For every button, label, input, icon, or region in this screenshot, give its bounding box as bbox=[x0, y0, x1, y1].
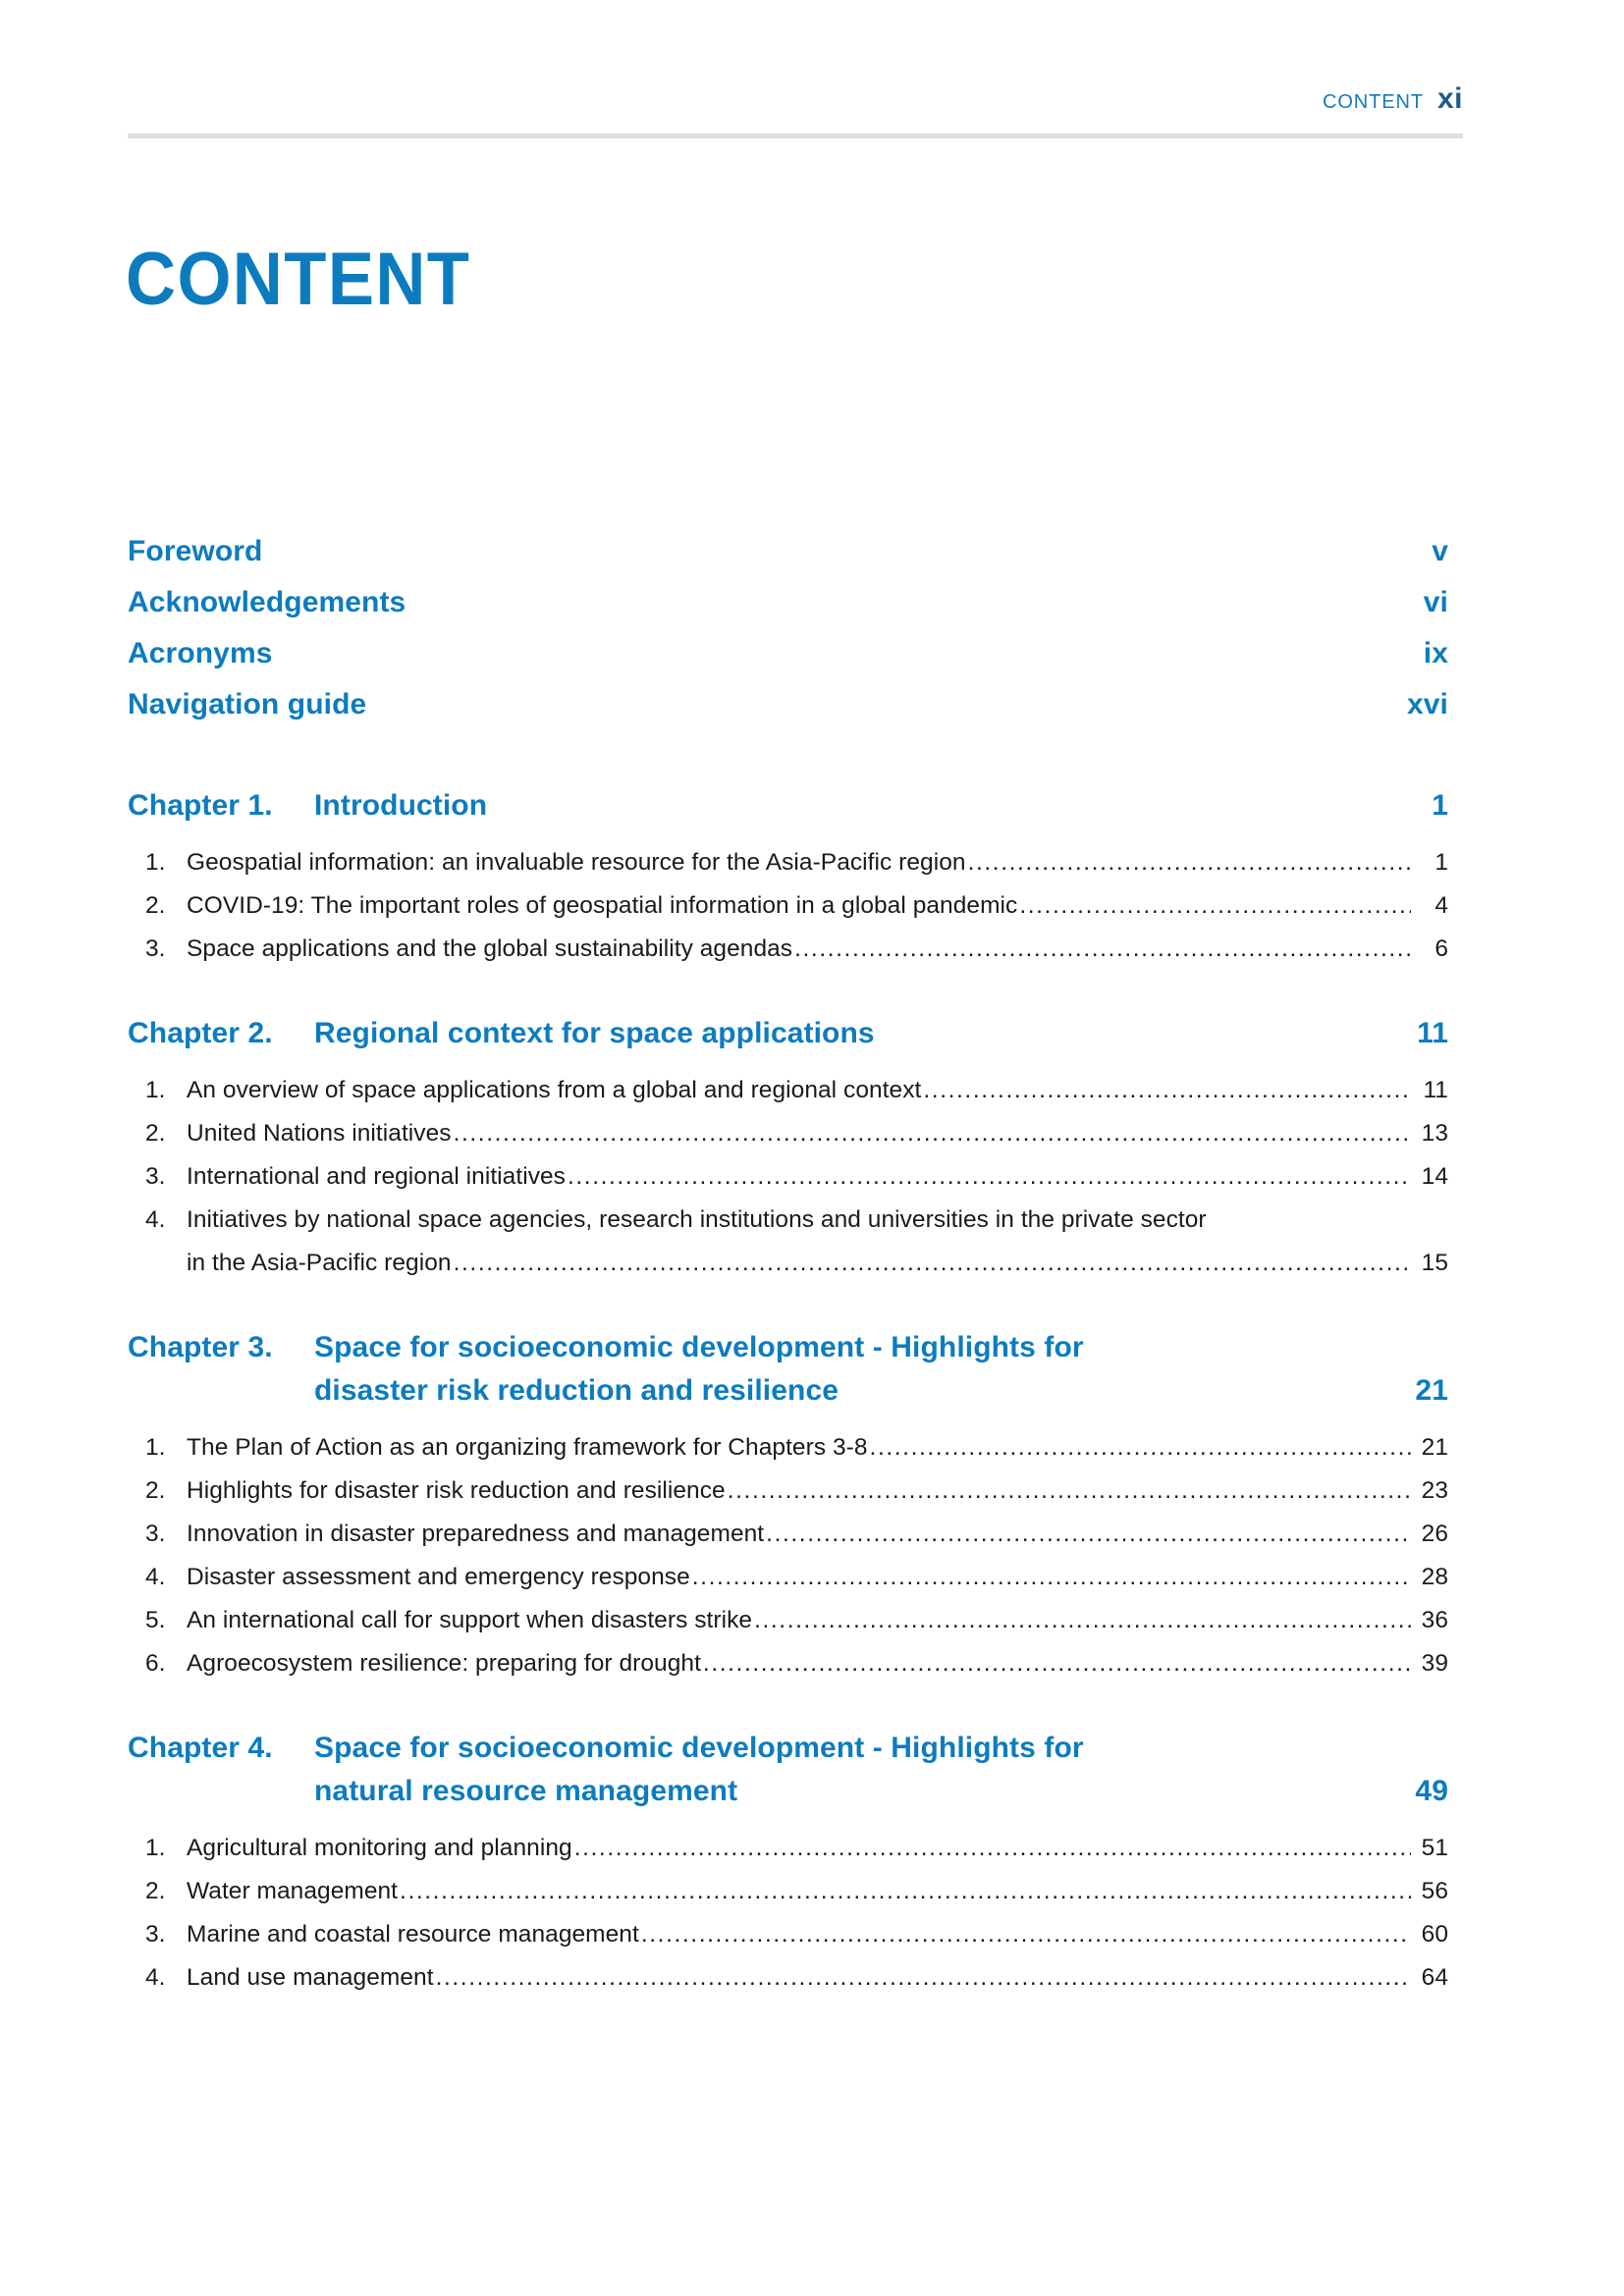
toc-entry-page-number: 6 bbox=[1435, 935, 1448, 962]
chapter-title-line bbox=[314, 784, 1448, 828]
toc-entry-line bbox=[187, 1242, 1448, 1285]
toc-entry-line bbox=[187, 841, 1448, 884]
toc-entry-page-number: 56 bbox=[1421, 1878, 1448, 1904]
front-matter-page-number: xvi bbox=[1406, 688, 1448, 721]
toc-entry-text: An international call for support when disasters strike bbox=[187, 1607, 753, 1633]
toc-entry-page-number: 1 bbox=[1435, 849, 1448, 876]
toc-entry-body bbox=[187, 1112, 1448, 1155]
dot-leader bbox=[794, 928, 1411, 971]
toc-entry[interactable] bbox=[128, 1513, 1448, 1556]
chapter-number: Chapter 2. bbox=[128, 1017, 273, 1049]
toc-entry-page-number: 26 bbox=[1421, 1521, 1448, 1547]
toc-entry-body bbox=[187, 1513, 1448, 1556]
toc-entry-line bbox=[187, 1069, 1448, 1112]
front-matter-page-number: ix bbox=[1423, 637, 1448, 669]
chapter-title-text: natural resource management bbox=[314, 1775, 738, 1807]
toc-entry-line bbox=[187, 1956, 1448, 2000]
toc-entry-text: Agricultural monitoring and planning bbox=[187, 1835, 572, 1861]
toc-entry-text: Innovation in disaster preparedness and management bbox=[187, 1521, 765, 1547]
toc-entry-line bbox=[187, 1599, 1448, 1642]
toc-entry-body bbox=[187, 1155, 1448, 1199]
dot-leader bbox=[754, 1599, 1411, 1642]
toc-entry-line bbox=[187, 1469, 1448, 1513]
toc-entry-page-number: 4 bbox=[1435, 892, 1448, 919]
chapter-page-number: 21 bbox=[1415, 1374, 1448, 1407]
chapter-page-number: 49 bbox=[1415, 1775, 1448, 1807]
toc-entry-page-number: 51 bbox=[1421, 1835, 1448, 1861]
chapter-title-line bbox=[314, 1326, 1448, 1369]
toc-entry-line bbox=[187, 928, 1448, 971]
toc-entry-number: 2. bbox=[145, 892, 166, 919]
toc-entry-page-number: 13 bbox=[1421, 1120, 1448, 1147]
chapter-heading[interactable] bbox=[128, 1012, 1448, 1055]
front-matter-label: Acronyms bbox=[128, 637, 273, 669]
toc-entry-number: 4. bbox=[145, 1206, 166, 1233]
chapter-title-text: Introduction bbox=[314, 789, 488, 822]
toc-entry-body bbox=[187, 841, 1448, 884]
toc-entry-number: 1. bbox=[145, 849, 166, 876]
toc-entry-body bbox=[187, 1870, 1448, 1913]
dot-leader bbox=[870, 1426, 1411, 1469]
chapter-heading[interactable] bbox=[128, 784, 1448, 828]
toc-entry-text: An overview of space applications from a global and regional context bbox=[187, 1077, 922, 1103]
dot-leader bbox=[641, 1913, 1411, 1956]
dot-leader bbox=[574, 1827, 1411, 1870]
toc-entry-line bbox=[187, 1112, 1448, 1155]
dot-leader bbox=[1019, 884, 1411, 928]
chapter-title-line bbox=[314, 1770, 1448, 1813]
front-matter-row[interactable] bbox=[128, 688, 1448, 739]
toc-entry-line bbox=[187, 1913, 1448, 1956]
toc-entry[interactable] bbox=[128, 1426, 1448, 1469]
dot-leader bbox=[728, 1469, 1411, 1513]
dot-leader bbox=[923, 1069, 1411, 1112]
toc-entry-number: 1. bbox=[145, 1077, 166, 1103]
toc-entry-text: Highlights for disaster risk reduction and resilience bbox=[187, 1477, 726, 1504]
toc-entry-number: 3. bbox=[145, 1521, 166, 1547]
toc-entry[interactable] bbox=[128, 841, 1448, 884]
toc-entry[interactable] bbox=[128, 1913, 1448, 1956]
dot-leader bbox=[703, 1642, 1411, 1685]
toc-entry-text: Marine and coastal resource management bbox=[187, 1921, 639, 1948]
table-of-contents bbox=[128, 535, 1448, 2000]
dot-leader bbox=[968, 841, 1411, 884]
toc-entry[interactable] bbox=[128, 1112, 1448, 1155]
toc-entry[interactable] bbox=[128, 1069, 1448, 1112]
chapter-title-text: Space for socioeconomic development - Highlights for bbox=[314, 1732, 1084, 1764]
chapter-block bbox=[128, 784, 1448, 971]
running-header-folio: xi bbox=[1436, 82, 1463, 115]
header-divider-rule bbox=[128, 133, 1463, 138]
toc-entry-body bbox=[187, 1069, 1448, 1112]
front-matter-label: Acknowledgements bbox=[128, 586, 406, 618]
chapter-title-line bbox=[314, 1012, 1448, 1055]
toc-entry-number: 1. bbox=[145, 1835, 166, 1861]
chapter-list bbox=[128, 784, 1448, 2000]
toc-entry-body bbox=[187, 1556, 1448, 1599]
chapter-number: Chapter 4. bbox=[128, 1732, 273, 1764]
toc-entry-text: COVID-19: The important roles of geospatial information in a global pandemic bbox=[187, 892, 1018, 919]
toc-entry-line bbox=[187, 1513, 1448, 1556]
toc-entry-number: 3. bbox=[145, 935, 166, 962]
toc-entry-text: Disaster assessment and emergency response bbox=[187, 1564, 690, 1590]
chapter-number: Chapter 1. bbox=[128, 789, 273, 822]
toc-entry-line bbox=[187, 884, 1448, 928]
toc-entry-line bbox=[187, 1642, 1448, 1685]
front-matter-row[interactable] bbox=[128, 535, 1448, 586]
toc-entry-page-number: 21 bbox=[1421, 1434, 1448, 1461]
toc-entry-text: Agroecosystem resilience: preparing for drought bbox=[187, 1650, 701, 1677]
dot-leader bbox=[400, 1870, 1411, 1913]
toc-entry-text: Initiatives by national space agencies, research institutions and universities in the private sector bbox=[187, 1206, 1207, 1233]
chapter-title-wrap bbox=[314, 784, 1448, 828]
chapter-block bbox=[128, 1727, 1448, 2000]
toc-entry-page-number: 11 bbox=[1423, 1077, 1448, 1103]
toc-entry-body bbox=[187, 1642, 1448, 1685]
toc-entry-body bbox=[187, 1199, 1448, 1285]
toc-entry-line bbox=[187, 1155, 1448, 1199]
toc-entry-number: 1. bbox=[145, 1434, 166, 1461]
toc-entry-line bbox=[187, 1199, 1448, 1242]
toc-entry-number: 5. bbox=[145, 1607, 166, 1633]
front-matter-page-number: vi bbox=[1423, 586, 1448, 618]
toc-entry-body bbox=[187, 1956, 1448, 2000]
toc-entry-line bbox=[187, 1870, 1448, 1913]
toc-entry-number: 2. bbox=[145, 1878, 166, 1904]
chapter-title-wrap bbox=[314, 1727, 1448, 1813]
toc-entry[interactable] bbox=[128, 1642, 1448, 1685]
toc-entry-line bbox=[187, 1426, 1448, 1469]
chapter-block bbox=[128, 1326, 1448, 1685]
toc-entry-body bbox=[187, 1426, 1448, 1469]
chapter-heading[interactable] bbox=[128, 1727, 1448, 1813]
toc-entry-text: Geospatial information: an invaluable resource for the Asia-Pacific region bbox=[187, 849, 966, 876]
toc-entry-body bbox=[187, 884, 1448, 928]
chapter-section-list bbox=[128, 841, 1448, 971]
toc-entry-number: 3. bbox=[145, 1921, 166, 1948]
toc-entry-text: Water management bbox=[187, 1878, 399, 1904]
toc-entry-page-number: 23 bbox=[1421, 1477, 1448, 1504]
toc-entry[interactable] bbox=[128, 1599, 1448, 1642]
front-matter-list bbox=[128, 535, 1448, 739]
dot-leader bbox=[454, 1242, 1411, 1285]
front-matter-row[interactable] bbox=[128, 637, 1448, 688]
chapter-title-text: Space for socioeconomic development - Highlights for bbox=[314, 1331, 1084, 1363]
toc-entry-text: United Nations initiatives bbox=[187, 1120, 452, 1147]
running-header-label: CONTENT bbox=[1323, 91, 1424, 113]
toc-entry-number: 2. bbox=[145, 1120, 166, 1147]
running-header bbox=[128, 82, 1463, 116]
toc-entry[interactable] bbox=[128, 1199, 1448, 1285]
dot-leader bbox=[766, 1513, 1411, 1556]
front-matter-label: Navigation guide bbox=[128, 688, 367, 721]
toc-entry-body bbox=[187, 1827, 1448, 1870]
toc-entry-text: Space applications and the global sustainability agendas bbox=[187, 935, 793, 962]
dot-leader bbox=[692, 1556, 1411, 1599]
dot-leader bbox=[454, 1112, 1411, 1155]
toc-entry-body bbox=[187, 1469, 1448, 1513]
toc-entry-page-number: 28 bbox=[1421, 1564, 1448, 1590]
chapter-section-list bbox=[128, 1069, 1448, 1285]
chapter-number: Chapter 3. bbox=[128, 1331, 273, 1363]
chapter-section-list bbox=[128, 1827, 1448, 2000]
toc-entry[interactable] bbox=[128, 1870, 1448, 1913]
toc-entry-page-number: 64 bbox=[1421, 1964, 1448, 1991]
toc-entry-page-number: 14 bbox=[1421, 1163, 1448, 1190]
chapter-page-number: 1 bbox=[1432, 789, 1448, 822]
chapter-section-list bbox=[128, 1426, 1448, 1685]
toc-entry-text: International and regional initiatives bbox=[187, 1163, 566, 1190]
toc-entry-page-number: 39 bbox=[1421, 1650, 1448, 1677]
toc-entry-line bbox=[187, 1827, 1448, 1870]
chapter-title-text: Regional context for space applications bbox=[314, 1017, 875, 1049]
toc-entry[interactable] bbox=[128, 884, 1448, 928]
toc-entry-text: Land use management bbox=[187, 1964, 434, 1991]
front-matter-page-number: v bbox=[1432, 535, 1448, 567]
toc-entry-body bbox=[187, 1913, 1448, 1956]
toc-entry-text: The Plan of Action as an organizing framework for Chapters 3-8 bbox=[187, 1434, 868, 1461]
toc-entry-body bbox=[187, 1599, 1448, 1642]
page-title: CONTENT bbox=[126, 237, 471, 321]
chapter-block bbox=[128, 1012, 1448, 1285]
toc-entry[interactable] bbox=[128, 1155, 1448, 1199]
chapter-page-number: 11 bbox=[1417, 1017, 1448, 1049]
toc-entry-number: 6. bbox=[145, 1650, 166, 1677]
toc-entry[interactable] bbox=[128, 1827, 1448, 1870]
chapter-title-wrap bbox=[314, 1326, 1448, 1413]
toc-entry-text: in the Asia-Pacific region bbox=[187, 1250, 452, 1276]
toc-entry-body bbox=[187, 928, 1448, 971]
chapter-title-wrap bbox=[314, 1012, 1448, 1055]
chapter-title-text: disaster risk reduction and resilience bbox=[314, 1374, 839, 1407]
toc-entry-line bbox=[187, 1556, 1448, 1599]
toc-entry-page-number: 60 bbox=[1421, 1921, 1448, 1948]
toc-entry-number: 4. bbox=[145, 1564, 166, 1590]
chapter-title-line bbox=[314, 1727, 1448, 1770]
front-matter-label: Foreword bbox=[128, 535, 263, 567]
toc-entry[interactable] bbox=[128, 1469, 1448, 1513]
chapter-heading[interactable] bbox=[128, 1326, 1448, 1413]
toc-entry-number: 4. bbox=[145, 1964, 166, 1991]
toc-entry-page-number: 36 bbox=[1421, 1607, 1448, 1633]
toc-entry-number: 2. bbox=[145, 1477, 166, 1504]
toc-entry[interactable] bbox=[128, 1556, 1448, 1599]
front-matter-row[interactable] bbox=[128, 586, 1448, 637]
toc-entry-page-number: 15 bbox=[1421, 1250, 1448, 1276]
toc-entry[interactable] bbox=[128, 1956, 1448, 2000]
toc-entry-number: 3. bbox=[145, 1163, 166, 1190]
toc-entry[interactable] bbox=[128, 928, 1448, 971]
dot-leader bbox=[568, 1155, 1411, 1199]
dot-leader bbox=[436, 1956, 1411, 2000]
chapter-title-line bbox=[314, 1369, 1448, 1413]
